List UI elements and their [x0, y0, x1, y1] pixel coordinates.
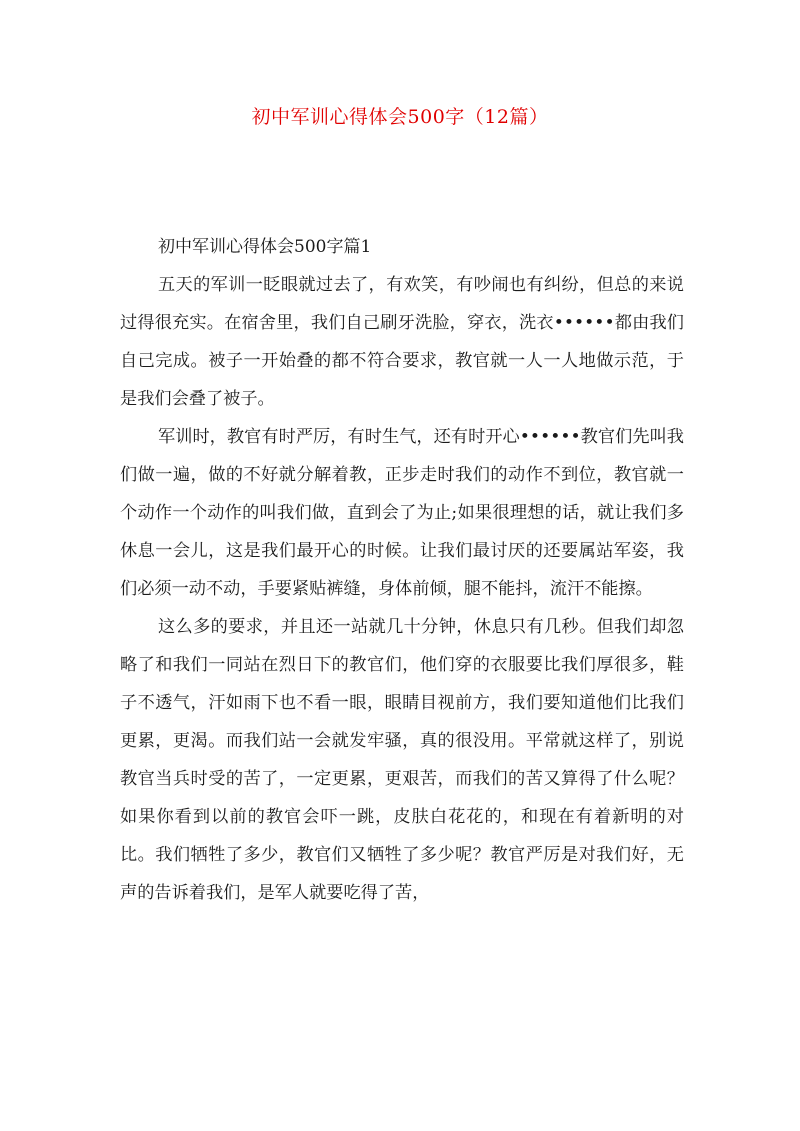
paragraph-2: 军训时，教官有时严厉，有时生气，还有时开心••••••教官们先叫我们做一遍，做的不好就分解着教，正步走时我们的动作不到位，教官就一个动作一个动作的叫我们做，直到会了为止;如果很理想的话，就让我们多休息一会儿，这是我们最开心的时候。让我们最讨厌的还要属站军姿，我们必须一动不动，手要紧贴裤缝，身体前倾，腿不能抖，流汗不能擦。 — [120, 427, 684, 599]
section-heading: 初中军训心得体会500字篇1 — [158, 237, 372, 257]
paragraph-1: 五天的军训一眨眼就过去了，有欢笑，有吵闹也有纠纷，但总的来说过得很充实。在宿舍里，我们自己刷牙洗脸，穿衣，洗衣••••••都由我们自己完成。被子一开始叠的都不符合要求，教官就一人一人地做示范，于是我们会叠了被子。 — [120, 275, 684, 409]
document-title: 初中军训心得体会500字（12篇） — [251, 106, 549, 128]
paragraph-3: 这么多的要求，并且还一站就几十分钟，休息只有几秒。但我们却忽略了和我们一同站在烈日下的教官们，他们穿的衣服要比我们厚很多，鞋子不透气，汗如雨下也不看一眼，眼睛目视前方，我们要知道他们比我们更累，更渴。而我们站一会就发牢骚，真的很没用。平常就这样了，别说教官当兵时受的苦了，一定更累，更艰苦，而我们的苦又算得了什么呢？如果你看到以前的教官会吓一跳，皮肤白花花的，和现在有着新明的对比。我们牺牲了多少，教官们又牺牲了多少呢？教官严厉是对我们好，无声的告诉着我们，是军人就要吃得了苦， — [120, 617, 684, 903]
document-body — [120, 228, 684, 912]
